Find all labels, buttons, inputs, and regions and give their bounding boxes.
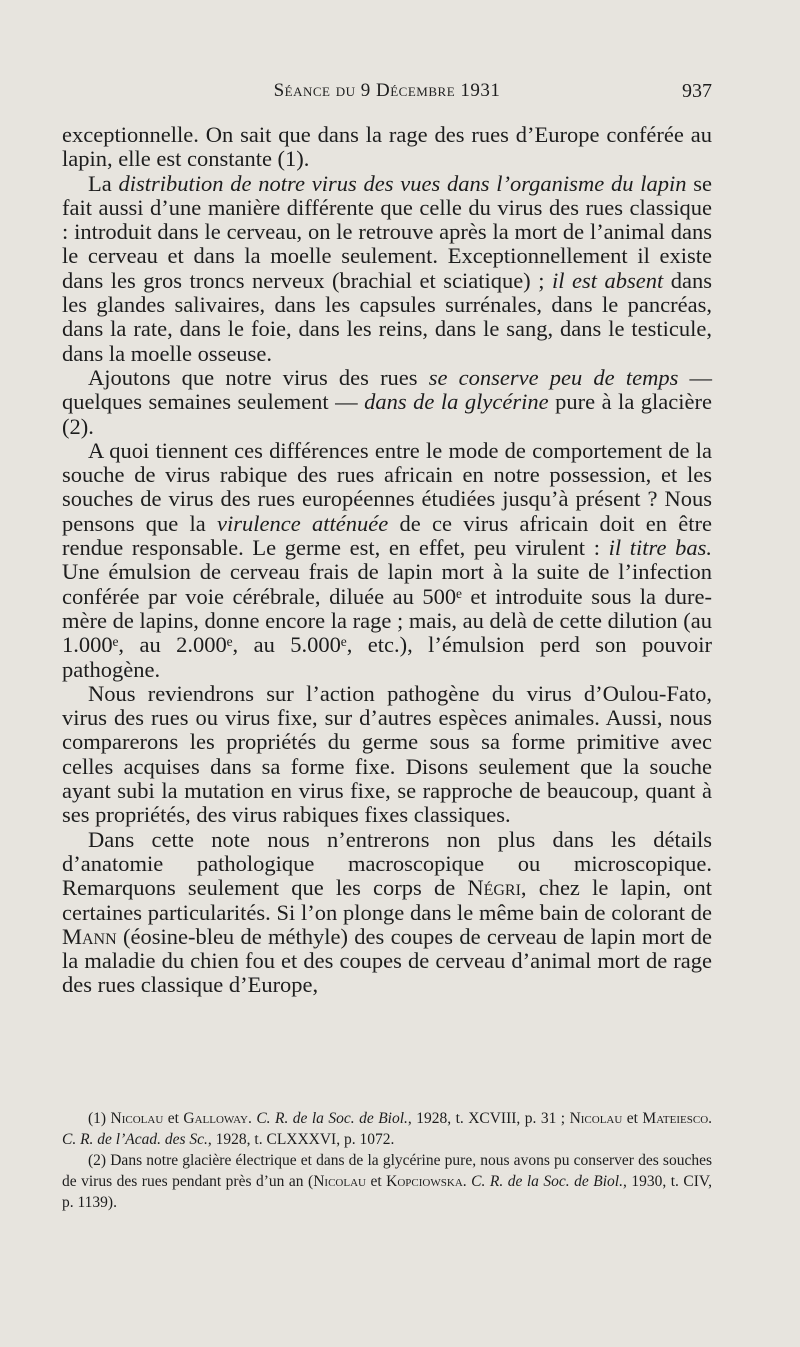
italic-text: C. R. de la Soc. de Biol. xyxy=(471,1173,623,1190)
footnotes xyxy=(62,1108,712,1213)
text-run: pure à la glacière (2). xyxy=(62,389,712,439)
text-run: Ajoutons que notre virus des rues xyxy=(88,364,429,390)
text-run: Dans cette note nous n’entrerons non plus dans les détails d’anatomie pathologique macroscopique ou microscopique. Remarquons seulement que les corps de xyxy=(62,826,712,901)
text-run: et xyxy=(163,1110,184,1127)
paragraph xyxy=(62,123,712,172)
paragraph xyxy=(62,682,712,828)
text-run: (éosine-bleu de méthyle) des coupes de cerveau de lapin mort de la maladie du chien fou et des coupes de cerveau d’animal mort de rage des rues classique d’Europe, xyxy=(62,923,712,998)
text-run: La xyxy=(88,170,119,196)
text-run: A quoi tiennent ces différences entre le mode de comportement de la souche de virus rabique des rues africain en notre possession, et les souches de virus des rues européennes étudiées jusqu’à présent ? Nous pensons que la xyxy=(62,437,712,536)
paragraph xyxy=(62,439,712,682)
author-name: Galloway xyxy=(183,1110,248,1127)
text-run: et xyxy=(365,1173,387,1190)
text-run: , 1930, t. CIV, p. 1139). xyxy=(62,1173,713,1211)
italic-text: dans de la glycérine xyxy=(364,389,549,415)
text-run: se fait aussi d’une manière différente que celle du virus des rues classique : introduit dans le cerveau, on le retrouve après la mort de l’animal dans le cerveau et dans la moelle seulement. Exceptionnellement il existe dans les gros troncs nerveux (brachial et sciatique) ; xyxy=(62,170,712,293)
italic-text: se conserve peu de temps xyxy=(428,364,679,390)
italic-text: distribution de notre virus des vues dans l’organisme du lapin xyxy=(118,170,687,196)
author-name: Négri xyxy=(467,875,521,901)
text-run: (2) Dans notre glacière électrique et dans de la glycérine pure, nous avons pu conserver des souches de virus des rues pendant près d’un an ( xyxy=(62,1152,712,1190)
text-run: . xyxy=(708,1110,713,1127)
text-run: . xyxy=(247,1110,257,1127)
italic-text: il est absent xyxy=(551,267,664,293)
author-name: Kopciowska xyxy=(386,1173,463,1190)
text-run: (1) xyxy=(88,1110,111,1127)
italic-text: C. R. de la Soc. de Biol. xyxy=(256,1110,408,1127)
footnote xyxy=(62,1150,712,1213)
author-name: Nicolau xyxy=(569,1110,623,1127)
text-run: Nous reviendrons sur l’action pathogène du virus d’Oulou-Fato, virus des rues ou virus fixe, sur d’autres espèces animales. Aussi, nous comparerons les propriétés du germe sous sa forme primitive avec celles acquises dans sa forme fixe. Disons seulement que la souche ayant subi la mutation en virus fixe, se rapproche de beaucoup, quant à ses propriétés, des virus rabiques fixes classiques. xyxy=(62,680,712,828)
page-number: 937 xyxy=(682,80,712,102)
text-run: Une émulsion de cerveau frais de lapin mort à la suite de l’infection conférée par voie cérébrale, diluée au 500ᵉ et introduite sous la dure-mère de lapins, donne encore la rage ; mais, au delà de cette dilution (au 1.000ᵉ, au 2.000ᵉ, au 5.000ᵉ, etc.), l’émulsion perd son pouvoir pathogène. xyxy=(62,559,712,682)
author-name: Nicolau xyxy=(110,1110,164,1127)
author-name: Mann xyxy=(62,923,117,949)
footnote xyxy=(62,1108,712,1150)
paragraph xyxy=(62,366,712,439)
text-run: — quelques semaines seulement — xyxy=(62,364,713,415)
body-text xyxy=(62,123,712,998)
italic-text: virulence atténuée xyxy=(217,510,389,536)
text-run: , 1928, t. CLXXXVI, p. 1072. xyxy=(207,1131,395,1148)
running-head: Séance du 9 Décembre 1931 xyxy=(273,80,501,101)
page-header xyxy=(62,80,712,112)
text-run: , chez le lapin, ont certaines particularités. Si l’on plonge dans le même bain de colorant de xyxy=(62,875,712,925)
text-run: et xyxy=(622,1110,643,1127)
author-name: Mateiesco xyxy=(642,1110,709,1127)
author-name: Nicolau xyxy=(313,1173,366,1190)
text-run: de ce virus africain doit en être rendue responsable. Le germe est, en effet, peu virulent : xyxy=(62,510,712,561)
paragraph xyxy=(62,828,712,998)
italic-text: C. R. de l’Acad. des Sc. xyxy=(62,1131,208,1148)
paragraph xyxy=(62,172,712,366)
text-run: dans les glandes salivaires, dans les capsules surrénales, dans le pancréas, dans la rate, dans le foie, dans les reins, dans le sang, dans le testicule, dans la moelle osseuse. xyxy=(62,267,713,366)
italic-text: il titre bas. xyxy=(608,535,712,561)
text-run: , 1928, t. XCVIII, p. 31 ; xyxy=(407,1110,570,1127)
text-run: exceptionnelle. On sait que dans la rage des rues d’Europe conférée au lapin, elle est constante (1). xyxy=(62,122,712,172)
text-run: . xyxy=(462,1173,472,1190)
